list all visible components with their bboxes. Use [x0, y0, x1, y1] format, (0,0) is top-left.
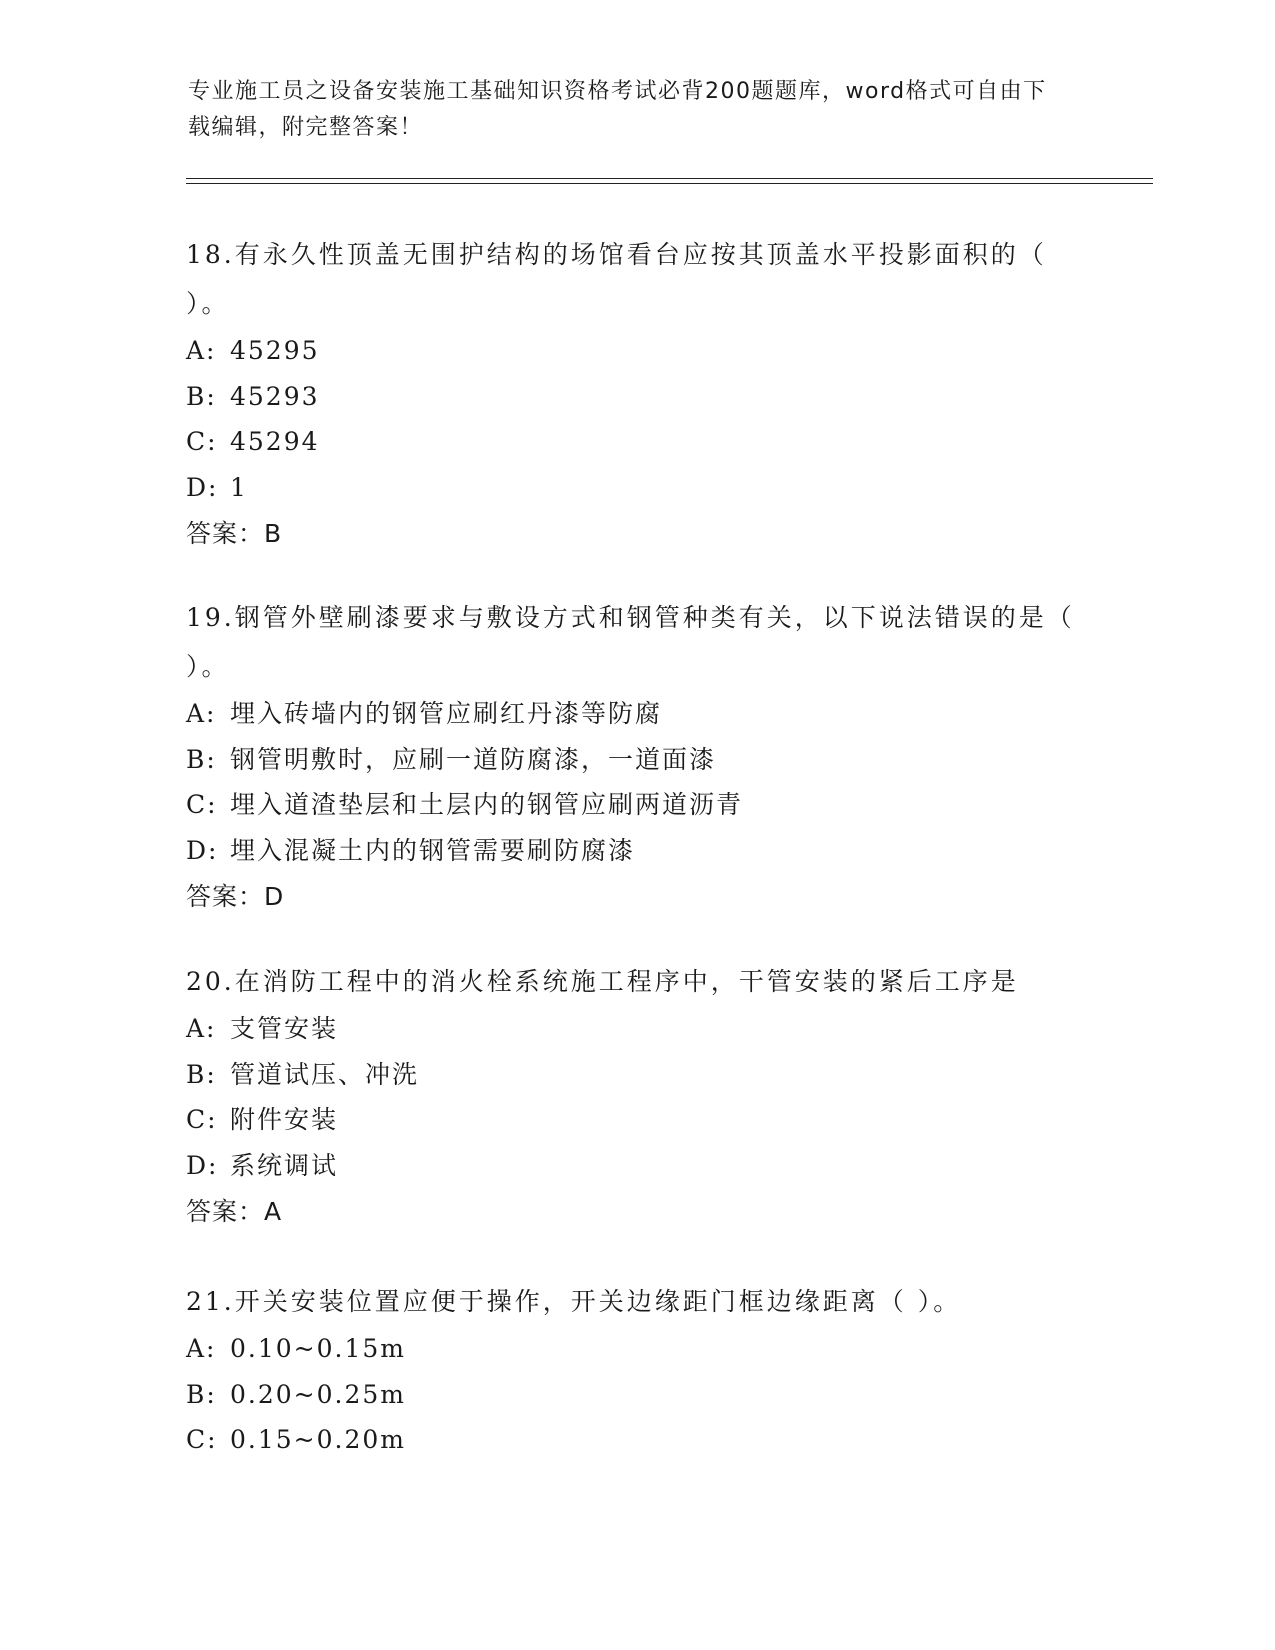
option-label: A: — [186, 336, 217, 365]
header-divider-bottom — [186, 183, 1153, 184]
answer-line: 答案：B — [186, 519, 283, 548]
answer-line: 答案：D — [186, 882, 285, 911]
option-text: 附件安装 — [230, 1105, 339, 1134]
option-label: C: — [186, 1105, 218, 1134]
option-d — [186, 1143, 1086, 1189]
option-text: 埋入砖墙内的钢管应刷红丹漆等防腐 — [230, 699, 663, 728]
question-block — [186, 957, 1086, 1236]
option-label: B: — [186, 381, 217, 411]
option-text: 45293 — [230, 381, 320, 411]
option-text: 45295 — [230, 336, 320, 365]
option-a — [186, 691, 1086, 737]
option-text: 45294 — [230, 427, 320, 456]
question-block — [186, 1277, 1086, 1463]
option-d — [186, 465, 1086, 511]
option-text: 支管安装 — [230, 1014, 339, 1043]
option-label: A: — [186, 1014, 217, 1043]
option-label: B: — [186, 1379, 217, 1409]
option-text: 埋入道渣垫层和土层内的钢管应刷两道沥青 — [230, 790, 744, 819]
option-label: C: — [186, 427, 218, 456]
option-text: 0.10~0.15m — [230, 1334, 406, 1363]
header-divider-top — [186, 178, 1153, 179]
question-stem: 19.钢管外壁刷漆要求与敷设方式和钢管种类有关，以下说法错误的是（ ）。 — [186, 603, 1075, 681]
option-c — [186, 1097, 1086, 1143]
option-label: C: — [186, 790, 218, 819]
option-text: 系统调试 — [230, 1150, 339, 1180]
option-c — [186, 419, 1086, 465]
option-a — [186, 328, 1086, 374]
option-text: 0.15~0.20m — [230, 1425, 406, 1454]
option-label: D: — [186, 835, 219, 865]
option-label: D: — [186, 1150, 219, 1180]
option-label: C: — [186, 1425, 218, 1454]
document-header: 专业施工员之设备安装施工基础知识资格考试必背200题题库，word格式可自由下载编辑，附完整答案！ — [188, 79, 1047, 140]
option-label: D: — [186, 472, 219, 502]
option-b — [186, 1052, 1086, 1098]
question-block — [186, 230, 1086, 558]
option-b — [186, 1372, 1086, 1418]
question-stem: 21.开关安装位置应便于操作，开关边缘距门框边缘距离（ ）。 — [186, 1287, 962, 1316]
option-text: 钢管明敷时，应刷一道防腐漆，一道面漆 — [230, 744, 717, 774]
question-block — [186, 593, 1086, 921]
option-text: 0.20~0.25m — [230, 1379, 406, 1409]
option-c — [186, 782, 1086, 828]
option-text: 埋入混凝土内的钢管需要刷防腐漆 — [230, 835, 636, 865]
option-b — [186, 737, 1086, 783]
option-text: 1 — [230, 472, 248, 502]
question-stem: 20.在消防工程中的消火栓系统施工程序中，干管安装的紧后工序是 — [186, 967, 1019, 996]
question-stem: 18.有永久性顶盖无围护结构的场馆看台应按其顶盖水平投影面积的（ ）。 — [186, 240, 1047, 318]
option-b — [186, 374, 1086, 420]
option-a — [186, 1006, 1086, 1052]
option-label: B: — [186, 1059, 217, 1089]
option-c — [186, 1417, 1086, 1463]
option-label: A: — [186, 1334, 217, 1363]
option-a — [186, 1326, 1086, 1372]
option-d — [186, 828, 1086, 874]
answer-line: 答案：A — [186, 1197, 283, 1226]
option-label: B: — [186, 744, 217, 774]
option-text: 管道试压、冲洗 — [230, 1059, 420, 1089]
option-label: A: — [186, 699, 217, 728]
